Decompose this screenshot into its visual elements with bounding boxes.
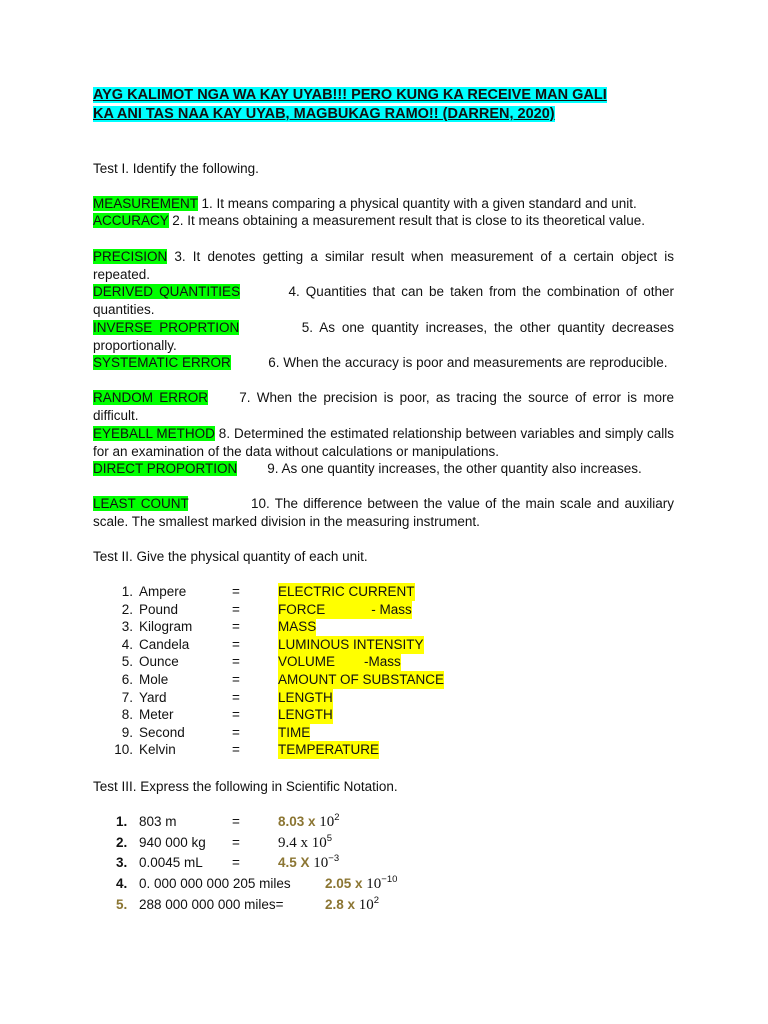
- test1-item: [93, 460, 693, 478]
- title-line-1: AYG KALIMOT NGA WA KAY UYAB!!! PERO KUNG KA RECEIVE MAN GALI: [93, 87, 607, 103]
- answer-term: INVERSE PROPRTION: [93, 320, 240, 335]
- exponent: −3: [328, 853, 340, 864]
- scientific-notation-answer: [278, 854, 339, 872]
- row-number: 2.: [121, 601, 133, 617]
- unit-name: Ampere: [139, 584, 187, 599]
- question-text: 10. The difference between the value of the main scale and auxiliary scale. The smallest marked division in the measuring instrument.: [93, 496, 678, 529]
- answer-text: ELECTRIC CURRENT: [278, 584, 415, 599]
- answer-text: VOLUME: [278, 654, 336, 670]
- physical-quantity-answer: [278, 583, 415, 601]
- title-line-2: KA ANI TAS NAA KAY UYAB, MAGBUKAG RAMO!! (DARREN, 2020): [93, 106, 555, 122]
- row-number: 6.: [121, 672, 133, 687]
- row-number: 10.: [114, 742, 133, 758]
- test1-item: [93, 283, 678, 318]
- answer-text: TEMPERATURE: [278, 742, 380, 758]
- physical-quantity-answer: [278, 601, 412, 619]
- power-base: 10: [366, 876, 382, 892]
- test2-heading: Test II. Give the physical quantity of each unit.: [93, 549, 368, 564]
- row-number: 4.: [116, 876, 128, 891]
- scientific-notation-answer: [278, 834, 332, 852]
- unit-name: Meter: [139, 707, 174, 723]
- answer-term: LEAST COUNT: [93, 496, 189, 511]
- exponent: 2: [373, 895, 380, 906]
- equals-sign: =: [232, 814, 240, 829]
- answer-term: PRECISION: [93, 249, 168, 264]
- power-base: 10: [311, 835, 327, 851]
- coefficient: 8.03 x: [278, 814, 320, 829]
- exponent: 5: [326, 833, 333, 844]
- unit-row: [0, 583, 768, 601]
- coefficient: 2.8 x: [325, 897, 359, 912]
- physical-quantity-answer: [278, 706, 333, 724]
- question-text: 1. It means comparing a physical quantity with a given standard and unit.: [197, 196, 637, 211]
- given-value: 0.0045 mL: [139, 855, 203, 870]
- physical-quantity-answer: [278, 689, 333, 707]
- unit-row: [0, 636, 768, 654]
- question-text: 5. As one quantity increases, the other quantity decreases proportionally.: [93, 320, 678, 353]
- question-text: 4. Quantities that can be taken from the combination of other quantities.: [93, 284, 678, 317]
- answer-text: TIME: [278, 724, 311, 740]
- scientific-notation-answer: [325, 875, 397, 893]
- test1-item: [93, 495, 678, 530]
- unit-name: Pound: [139, 601, 179, 617]
- test1-item: [93, 425, 674, 460]
- answer-text: LENGTH: [278, 689, 333, 705]
- equals-sign: =: [232, 584, 240, 599]
- unit-row: [0, 671, 768, 689]
- notation-row: [0, 834, 768, 852]
- unit-name: Mole: [139, 672, 169, 687]
- scientific-notation-answer: [278, 813, 340, 831]
- equals-sign: =: [232, 619, 240, 635]
- unit-row: [0, 653, 768, 671]
- row-number: 5.: [121, 654, 133, 670]
- row-number: 8.: [121, 707, 133, 723]
- power-base: 10: [313, 855, 329, 871]
- answer-note: - Mass: [371, 601, 412, 617]
- test1-item: [93, 248, 674, 283]
- test3-heading: Test III. Express the following in Scientific Notation.: [93, 779, 398, 794]
- unit-row: [0, 689, 768, 707]
- unit-name: Candela: [139, 636, 190, 652]
- row-number: 5.: [116, 897, 128, 912]
- answer-term: MEASUREMENT: [93, 196, 198, 211]
- answer-term: DIRECT PROPORTION: [93, 461, 238, 476]
- test1-heading: Test I. Identify the following.: [93, 161, 259, 176]
- question-text: 2. It means obtaining a measurement result that is close to its theoretical value.: [168, 213, 646, 228]
- question-text: 3. It denotes getting a similar result when measurement of a certain object is repeated.: [93, 249, 674, 282]
- row-number: 2.: [116, 835, 128, 850]
- row-number: 9.: [121, 724, 133, 740]
- question-text: 9. As one quantity increases, the other quantity also increases.: [237, 461, 642, 476]
- given-value: 940 000 kg: [139, 835, 206, 850]
- document-title: [93, 86, 678, 124]
- test1-item: [93, 354, 674, 372]
- answer-term: RANDOM ERROR: [93, 390, 209, 405]
- answer-note: -Mass: [364, 654, 401, 670]
- given-value: 288 000 000 000 miles=: [139, 897, 284, 912]
- question-text: 7. When the precision is poor, as tracing the source of error is more difficult.: [93, 390, 678, 423]
- notation-row: [0, 854, 768, 872]
- given-value: 0. 000 000 000 205 miles: [139, 876, 291, 891]
- answer-text: FORCE: [278, 601, 326, 617]
- exponent: −10: [381, 874, 398, 885]
- equals-sign: =: [232, 835, 240, 850]
- scientific-notation-answer: [325, 896, 379, 914]
- answer-term: SYSTEMATIC ERROR: [93, 355, 231, 370]
- row-number: 7.: [121, 689, 133, 705]
- equals-sign: =: [232, 724, 240, 740]
- equals-sign: =: [232, 742, 240, 758]
- exponent: 2: [334, 812, 340, 823]
- coefficient: 9.4 x: [278, 835, 312, 851]
- physical-quantity-answer: [278, 618, 316, 636]
- given-value: 803 m: [139, 814, 177, 829]
- question-text: 6. When the accuracy is poor and measurements are reproducible.: [230, 355, 668, 370]
- physical-quantity-answer: [278, 741, 379, 759]
- row-number: 3.: [121, 619, 133, 635]
- unit-row: [0, 706, 768, 724]
- unit-name: Kelvin: [139, 742, 176, 758]
- notation-row: [0, 896, 768, 914]
- answer-text: MASS: [278, 619, 317, 635]
- notation-row: [0, 813, 768, 831]
- physical-quantity-answer: [278, 671, 444, 689]
- question-text: 8. Determined the estimated relationship between variables and simply calls for an examination of the data without calculations or manipulations.: [93, 426, 674, 459]
- unit-name: Yard: [139, 689, 167, 705]
- power-base: 10: [358, 897, 374, 913]
- row-number: 3.: [116, 855, 128, 870]
- coefficient: 4.5 X: [278, 855, 314, 870]
- equals-sign: =: [232, 636, 240, 652]
- answer-text: LUMINOUS INTENSITY: [278, 636, 424, 652]
- test1-item: [93, 319, 678, 354]
- unit-name: Kilogram: [139, 619, 193, 635]
- equals-sign: =: [232, 654, 240, 670]
- equals-sign: =: [232, 855, 240, 870]
- answer-term: ACCURACY: [93, 213, 169, 228]
- equals-sign: =: [232, 689, 240, 705]
- row-number: 4.: [121, 636, 133, 652]
- notation-row: [0, 875, 768, 893]
- unit-row: [0, 724, 768, 742]
- unit-name: Ounce: [139, 654, 179, 670]
- test1-item: [93, 389, 678, 424]
- test1-item: [93, 195, 674, 213]
- physical-quantity-answer: [278, 653, 401, 671]
- answer-term: EYEBALL METHOD: [93, 426, 215, 441]
- equals-sign: =: [232, 707, 240, 723]
- row-number: 1.: [116, 814, 128, 829]
- answer-term: DERIVED QUANTITIES: [93, 284, 241, 299]
- row-number: 1.: [121, 584, 133, 599]
- answer-text: LENGTH: [278, 707, 333, 723]
- answer-text: AMOUNT OF SUBSTANCE: [278, 672, 445, 687]
- power-base: 10: [319, 814, 335, 830]
- physical-quantity-answer: [278, 724, 310, 742]
- coefficient: 2.05 x: [325, 876, 367, 891]
- physical-quantity-answer: [278, 636, 424, 654]
- unit-row: [0, 618, 768, 636]
- unit-row: [0, 741, 768, 759]
- unit-name: Second: [139, 724, 185, 740]
- equals-sign: =: [232, 672, 240, 687]
- equals-sign: =: [232, 601, 240, 617]
- unit-row: [0, 601, 768, 619]
- test1-item: [93, 212, 674, 230]
